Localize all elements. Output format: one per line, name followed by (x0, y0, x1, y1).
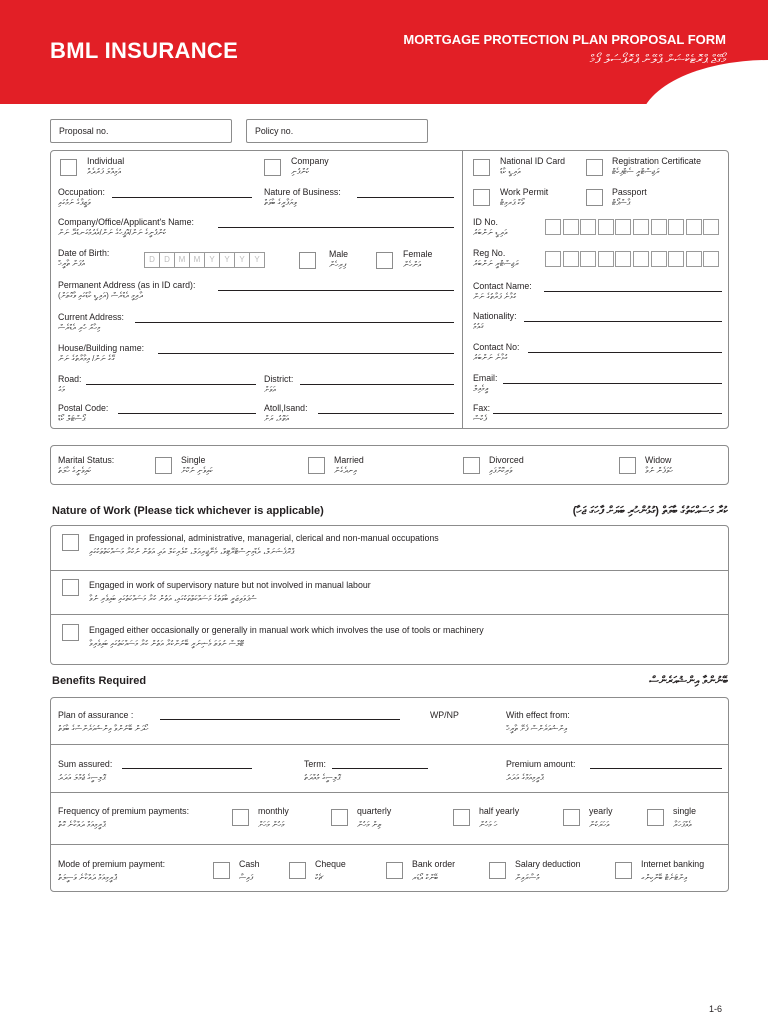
marital-option-dv: ހުވަފެން ނުވާ (645, 466, 673, 475)
marital-option-label: Divorced (489, 455, 524, 465)
reg-no-cell[interactable] (563, 251, 579, 267)
occupation-input[interactable] (112, 197, 252, 198)
work-permit-checkbox[interactable] (473, 189, 490, 206)
effect-label-dv: އިންޝުއަރެންސް ފެށޭ ތާރީޚް (506, 724, 568, 733)
widow-checkbox[interactable] (619, 457, 636, 474)
mode-internet-checkbox[interactable] (615, 862, 632, 879)
id-no-cell[interactable] (633, 219, 649, 235)
id-no-label-dv: އައި.ޑީ ނަންބަރު (473, 228, 508, 237)
freq-option-label: monthly (258, 806, 289, 816)
fax-label-dv: ފެކްސް (473, 414, 487, 423)
term-label: Term: (304, 759, 326, 769)
brand-logo: BML INSURANCE (50, 38, 239, 63)
freq-half-yearly-checkbox[interactable] (453, 809, 470, 826)
marital-label-dv: ކައިވެނީގެ ހާލަތު (58, 466, 92, 475)
work-checkbox-3[interactable] (62, 624, 79, 641)
marital-option-dv: ވަރިކޮށްފައި (489, 466, 513, 475)
premium-label: Premium amount: (506, 759, 576, 769)
company-checkbox[interactable] (264, 159, 281, 176)
work-checkbox-1[interactable] (62, 534, 79, 551)
work-item-label: Engaged in work of supervisory nature but not involved in manual labour (89, 580, 371, 590)
sum-label-dv: ޕޮލިސީގެ ޖުމްލަ އަދަދު (58, 773, 106, 782)
nid-label-dv: އައި.ޑީ ކާޑު (500, 167, 521, 176)
contact-name-label-dv: ގުޅާނެ ފަރާތުގެ ނަން (473, 292, 516, 301)
marital-option-label: Single (181, 455, 206, 465)
perm-address-label-dv: ދާއިމީ އެޑްރެސް (އައި.ޑީ ކާޑުގައި ވާގޮތަށް) (58, 291, 144, 300)
road-label-dv: މަގު (58, 385, 65, 394)
email-label: Email: (473, 373, 498, 383)
work-title-dv: ކުރާ މަސައްކަތުގެ ބާވަތް (ގުޅުންހުރި ބަޔަށް ފާހަގަ ޖަހާ) (572, 505, 728, 517)
individual-label: Individual (87, 156, 125, 166)
marital-option-label: Married (334, 455, 364, 465)
id-no-cell[interactable] (598, 219, 614, 235)
mode-option-dv: ބޭންކް އޯޑަރ (412, 873, 439, 882)
id-no-cell[interactable] (651, 219, 667, 235)
work-permit-label-dv: ވޯކް ޕަރމިޓް (500, 198, 525, 207)
reg-no-cell[interactable] (686, 251, 702, 267)
benefits-divider (50, 844, 729, 845)
work-item-dv: ސުޕަވައިޒަރީ ބާވަތުގެ މަސައްކަތްތަކުގައި، އަތުން ކުރާ މަސައްކަތުގައި ބައިވެރި ނުވާ (89, 594, 257, 603)
dob-label-dv: އުފަން ތާރީޚް (58, 259, 85, 268)
occupation-label: Occupation: (58, 187, 105, 197)
contact-no-label: Contact No: (473, 342, 520, 352)
work-divider (50, 614, 729, 615)
mode-option-dv: އިންޓަނެޓް ބޭންކިންގ (641, 873, 688, 882)
individual-checkbox[interactable] (60, 159, 77, 176)
mode-cash-checkbox[interactable] (213, 862, 230, 879)
freq-yearly-checkbox[interactable] (563, 809, 580, 826)
nationality-input[interactable] (524, 321, 722, 322)
freq-single-checkbox[interactable] (647, 809, 664, 826)
house-label: House/Building name: (58, 343, 145, 353)
male-label-dv: ފިރިހެން (329, 260, 347, 269)
contact-name-label: Contact Name: (473, 281, 532, 291)
email-label-dv: އީމެއިލް (473, 384, 489, 393)
id-no-cell[interactable] (668, 219, 684, 235)
freq-option-dv: ތިން މަހުން (357, 820, 382, 829)
reg-no-label: Reg No. (473, 248, 506, 258)
reg-cert-checkbox[interactable] (586, 159, 603, 176)
dob-cell[interactable]: D (144, 252, 160, 268)
freq-option-label: yearly (589, 806, 613, 816)
fax-input[interactable] (493, 413, 722, 414)
fax-label: Fax: (473, 403, 491, 413)
dob-label: Date of Birth: (58, 248, 110, 258)
work-item-label: Engaged in professional, administrative, managerial, clerical and non-manual occupations (89, 533, 439, 543)
dob-cell[interactable]: D (159, 252, 175, 268)
freq-option-label: half yearly (479, 806, 520, 816)
reg-no-cell[interactable] (615, 251, 631, 267)
house-input[interactable] (158, 353, 454, 354)
curr-address-label: Current Address: (58, 312, 125, 322)
district-label-dv: އަވަށް (264, 385, 276, 394)
work-permit-label: Work Permit (500, 187, 549, 197)
term-label-dv: ޕޮލިސީގެ މުއްދަތު (304, 773, 341, 782)
contact-no-input[interactable] (528, 352, 722, 353)
male-label: Male (329, 249, 349, 259)
company-name-input[interactable] (218, 227, 454, 228)
freq-option-dv: އަހަރަކުން (589, 820, 610, 829)
sum-input[interactable] (122, 768, 252, 769)
district-input[interactable] (300, 384, 454, 385)
freq-option-dv: ހަ މަހުން (479, 820, 498, 829)
house-label-dv: ގޭގެ ނަން/ އިމާރާތުގެ ނަން (58, 354, 115, 363)
effect-label: With effect from: (506, 710, 570, 720)
nationality-label-dv: ޤައުމު (473, 322, 484, 331)
id-no-cell[interactable] (563, 219, 579, 235)
mode-salary-checkbox[interactable] (489, 862, 506, 879)
atoll-input[interactable] (318, 413, 454, 414)
reg-cert-label: Registration Certificate (612, 156, 701, 166)
mode-option-dv: ޗެކް (315, 873, 324, 882)
dob-cell[interactable]: M (174, 252, 190, 268)
passport-label-dv: ޕާސްޕޯޓް (612, 198, 631, 207)
dob-cell[interactable]: Y (234, 252, 250, 268)
freq-option-label: quarterly (357, 806, 392, 816)
reg-no-cell[interactable] (703, 251, 719, 267)
id-no-label: ID No. (473, 217, 498, 227)
mode-label-dv: ޕްރީމިއަމް ދައްކާނެ ވަސީލަތް (58, 873, 117, 882)
mode-option-label: Cheque (315, 859, 346, 869)
reg-no-cell[interactable] (668, 251, 684, 267)
passport-checkbox[interactable] (586, 189, 603, 206)
mode-option-dv: މުސާރައިން (515, 873, 540, 882)
marital-label: Marital Status: (58, 455, 115, 465)
postal-input[interactable] (118, 413, 256, 414)
mode-option-label: Cash (239, 859, 260, 869)
plan-input[interactable] (160, 719, 400, 720)
wpnp-label: WP/NP (430, 710, 459, 720)
plan-label-dv: ހޯދަން ބޭނުންވާ އިންޝުއަރެންސްގެ ބާވަތް (58, 724, 149, 733)
id-no-cell[interactable] (703, 219, 719, 235)
benefits-divider (50, 792, 729, 793)
mode-option-label: Internet banking (641, 859, 705, 869)
nature-business-label: Nature of Business: (264, 187, 341, 197)
passport-label: Passport (612, 187, 647, 197)
married-checkbox[interactable] (308, 457, 325, 474)
section-divider (462, 150, 463, 429)
nid-label: National ID Card (500, 156, 566, 166)
atoll-label: Atoll,Isand: (264, 403, 308, 413)
mode-option-dv: ފައިސާ (239, 873, 254, 882)
nature-business-label-dv: ވިޔަފާރީގެ ބާވަތް (264, 198, 297, 207)
company-name-label-dv: ކުންފުނީގެ ނަން/އޮފީހުގެ ނަން/އެދުމުގަނޑުދޭ ނަން (58, 228, 167, 237)
id-no-cell[interactable] (615, 219, 631, 235)
work-divider (50, 570, 729, 571)
policy-no-field[interactable] (246, 119, 428, 143)
company-label: Company (291, 156, 329, 166)
marital-option-label: Widow (645, 455, 672, 465)
company-label-dv: ކުންފުނި (291, 167, 310, 176)
reg-no-cell[interactable] (651, 251, 667, 267)
freq-quarterly-checkbox[interactable] (331, 809, 348, 826)
reg-no-cell[interactable] (545, 251, 561, 267)
dob-cell[interactable]: Y (249, 252, 265, 268)
female-checkbox[interactable] (376, 252, 393, 269)
occupation-label-dv: ވަޒީފާގެ ނަމުގައި (58, 198, 91, 207)
proposal-no-label: Proposal no. (59, 126, 109, 136)
page-number: 1-6 (708, 1004, 722, 1014)
form-title: MORTGAGE PROTECTION PLAN PROPOSAL FORM (403, 32, 726, 47)
curr-address-label-dv: މިހާރު ހުރި އެޑްރެސް (58, 323, 101, 332)
email-input[interactable] (503, 383, 722, 384)
female-label: Female (403, 249, 433, 259)
id-no-cell[interactable] (545, 219, 561, 235)
benefits-title: Benefits Required (52, 675, 147, 687)
work-title: Nature of Work (Please tick whichever is applicable) (52, 505, 324, 517)
nationality-label: Nationality: (473, 311, 517, 321)
freq-label-dv: ޕްރީމިއަމް ދައްކާނެ ގޮތް (58, 820, 106, 829)
work-item-label: Engaged either occasionally or generally in manual work which involves the use of tools or machinery (89, 625, 484, 635)
reg-no-cell[interactable] (598, 251, 614, 267)
reg-no-cell[interactable] (580, 251, 596, 267)
plan-label: Plan of assurance : (58, 710, 134, 720)
nid-checkbox[interactable] (473, 159, 490, 176)
policy-no-label: Policy no. (255, 126, 294, 136)
road-label: Road: (58, 374, 82, 384)
dob-cell[interactable]: Y (219, 252, 235, 268)
reg-no-cell[interactable] (633, 251, 649, 267)
freq-label: Frequency of premium payments: (58, 806, 190, 816)
work-item-dv: ޕްރޮފެޝަނަލް، އެޑްމިނިސްޓްރޭޓިވް، މެނޭޖީރިއަލް، ކްލެރިކަލް އަދި އަތުން ނުކުރާ މަސައްކަތްތަކުގައި (89, 547, 295, 556)
sum-label: Sum assured: (58, 759, 113, 769)
reg-no-label-dv: ރަޖިސްޓްރީ ނަންބަރު (473, 259, 519, 268)
mode-label: Mode of premium payment: (58, 859, 166, 869)
single-checkbox[interactable] (155, 457, 172, 474)
postal-label-dv: ޕޯސްޓަލް ކޯޑް (58, 414, 86, 423)
id-no-cell[interactable] (580, 219, 596, 235)
perm-address-label: Permanent Address (as in ID card): (58, 280, 196, 290)
freq-monthly-checkbox[interactable] (232, 809, 249, 826)
road-input[interactable] (86, 384, 256, 385)
atoll-label-dv: އަތޮޅު، ރަށް (264, 414, 289, 423)
premium-input[interactable] (590, 768, 722, 769)
id-no-cell[interactable] (686, 219, 702, 235)
mode-cheque-checkbox[interactable] (289, 862, 306, 879)
dob-cell[interactable]: Y (204, 252, 220, 268)
contact-no-label-dv: ގުޅާނެ ނަންބަރު (473, 353, 508, 362)
individual-label-dv: އަމިއްލަ ފަރުދެއް (87, 167, 122, 176)
reg-cert-label-dv: ރަޖިސްޓްރީ ސެޓްފިކެޓް (612, 167, 660, 176)
freq-option-dv: މަހުން މަހަށް (258, 820, 285, 829)
work-checkbox-2[interactable] (62, 579, 79, 596)
divorced-checkbox[interactable] (463, 457, 480, 474)
benefits-title-dv: ބޭނުންވާ އިންޝުއަރެންސް (649, 675, 728, 687)
mode-bank-order-checkbox[interactable] (386, 862, 403, 879)
company-name-label: Company/Office/Applicant's Name: (58, 217, 194, 227)
benefits-divider (50, 744, 729, 745)
work-item-dv: ޓޫލްސް ނުވަތަ މެޝިނަރީ ބޭނުންކުރާ އަތުން ކުރާ މަސައްކަތުގައި ބައިވެރިވާ (89, 639, 244, 648)
curr-address-input[interactable] (135, 322, 454, 323)
female-label-dv: އަންހެން (403, 260, 422, 269)
term-input[interactable] (332, 768, 428, 769)
freq-option-label: single (673, 806, 696, 816)
marital-option-dv: އިނދެގެން (334, 466, 357, 475)
district-label: District: (264, 374, 294, 384)
mode-option-label: Salary deduction (515, 859, 581, 869)
postal-label: Postal Code: (58, 403, 109, 413)
freq-option-dv: އެއްފަހަރާ (673, 820, 692, 829)
nature-business-input[interactable] (357, 197, 454, 198)
proposal-no-field[interactable] (50, 119, 232, 143)
marital-option-dv: ކައިވެނި ނުކޮށް (181, 466, 213, 475)
mode-option-label: Bank order (412, 859, 456, 869)
contact-name-input[interactable] (544, 291, 722, 292)
premium-label-dv: ޕްރީމިއަމްގެ އަދަދު (506, 773, 544, 782)
perm-address-input[interactable] (218, 290, 454, 291)
dob-cell[interactable]: M (189, 252, 205, 268)
male-checkbox[interactable] (299, 252, 316, 269)
form-title-dhivehi: މޯގޭޖް ޕްރޮޓެކްޝަން ޕްލޭން ޕްރޮޕޯސަލް ފޯމް (589, 52, 726, 66)
